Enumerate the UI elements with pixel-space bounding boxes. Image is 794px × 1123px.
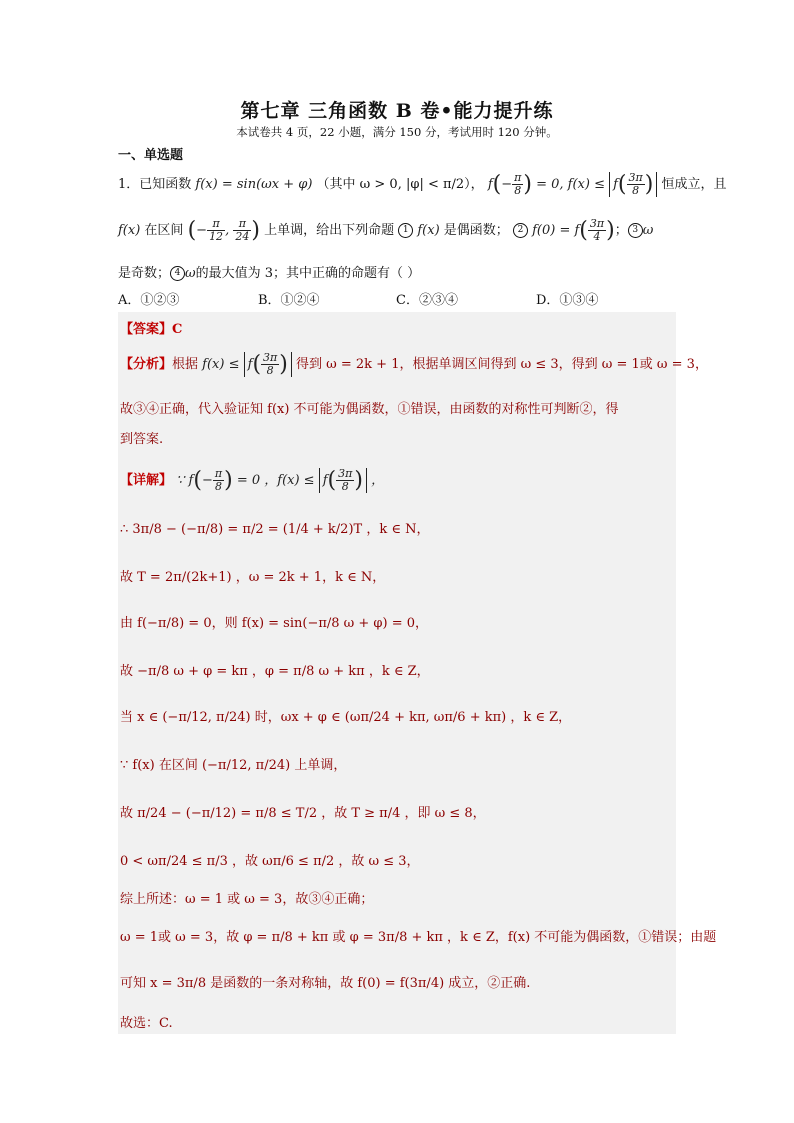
analysis-label: 【分析】 [120,357,173,372]
detail-line-5: 当 x ∈ (−π/12, π/24) 时，ωx + φ ∈ (ωπ/24 + kπ, ωπ/6 + kπ) ，k ∈ Z， [120,710,572,725]
detail-line-12: 故选：C. [120,1016,173,1031]
answer-line [120,318,182,337]
question-text-b: 上单调，给出下列命题 [264,223,395,238]
page-subtitle: 本试卷共 4 页，22 小题，满分 150 分，考试用时 120 分钟。 [236,125,558,139]
question-number: 1．已知函数 [118,177,192,192]
option-c[interactable]: C．②③④ [396,293,458,308]
detail-line-8: 0 < ωπ/24 ≤ π/3 ，故 ωπ/6 ≤ π/2 ，故 ω ≤ 3， [120,854,420,869]
analysis-line-1: 【分析】根据 f(x) ≤ f( $\frac{3\pi}{8}$ ) 得到 ω = 2k + 1，根据单调区间得到 ω ≤ 3，得到 ω = 1或 ω = 3， [120,351,708,377]
detail-line-7: 故 π/24 − (−π/12) = π/8 ≤ T/2 ，故 T ≥ π/4 ，即 ω ≤ 8， [120,806,486,821]
detail-line-2: 故 T = 2π/(2k+1) ，ω = 2k + 1，k ∈ N， [120,570,386,585]
detail-line-1: ∴ 3π/8 − (−π/8) = π/2 = (1/4 + k/2)T ，k ∈ N， [120,522,430,537]
function-definition: f(x) = sin(ωx + φ) [195,177,313,192]
detail-line-10: ω = 1或 ω = 3，故 φ = π/8 + kπ 或 φ = 3π/8 + kπ ，k ∈ Z，f(x) 不可能为偶函数，①错误；由题 [120,930,717,945]
detail-line-4: 故 −π/8 ω + φ = kπ ，φ = π/8 ω + kπ ，k ∈ Z， [120,664,430,679]
proposition-1: 是偶函数； [443,223,509,238]
analysis-line-3: 到答案. [120,432,164,447]
analysis-text-b: 得到 ω = 2k + 1，根据单调区间得到 ω ≤ 3，得到 ω = 1或 ω = 3， [296,357,708,372]
detail-line-6: ∵ f(x) 在区间 (−π/12, π/24) 上单调， [120,758,347,773]
condition-1: （其中 ω > 0, |φ| < π/2）， [316,177,484,192]
detail-label: 【详解】 [120,473,173,488]
question-line-1: 1．已知函数 f(x) = sin(ωx + φ) （其中 ω > 0, |φ| < π/2）， f(− $\frac{\pi}{8}$ ) = 0, f(x) ≤ f( $\frac{3\pi}{8}$ ) 恒成立，且 [118,171,727,197]
page-title: 第七章 三角函数 B 卷•能力提升练 [240,100,554,122]
detail-line-3: 由 f(−π/8) = 0，则 f(x) = sin(−π/8 ω + φ) = 0， [120,616,429,631]
proposition-3: 是奇数； [118,266,171,281]
question-line-2: f(x) 在区间 (− $\frac{\pi}{12}$ , $\frac{\pi}{24}$ ) 上单调，给出下列命题 1 f(x) 是偶函数； 2 f(0) = f( $\frac{3\pi}{4}$ )； 3 ω [118,217,654,243]
detail-line-11: 可知 x = 3π/8 是函数的一条对称轴，故 f(0) = f(3π/4) 成立，②正确. [120,976,531,991]
analysis-text-a: 根据 [172,357,199,372]
answer-value: C [172,322,183,337]
section-heading: 一、单选题 [118,148,184,163]
analysis-line-2: 故③④正确，代入验证知 f(x) 不可能为偶函数，①错误，由函数的对称性可判断②，得 [120,402,619,417]
answer-label: 【答案】 [120,322,173,337]
proposition-4: 的最大值为 3；其中正确的命题有（ ） [195,266,421,281]
condition-2: 恒成立，且 [661,177,727,192]
option-d[interactable]: D．①③④ [536,293,599,308]
detail-line-0: 【详解】 ∵ f(− $\frac{\pi}{8}$ ) = 0 ，f(x) ≤ f( $\frac{3\pi}{8}$ ) ， [120,467,385,493]
question-line-3: 是奇数； 4 ω的最大值为 3；其中正确的命题有（ ） [118,266,421,281]
option-a[interactable]: A．①②③ [118,293,180,308]
option-b[interactable]: B．①②④ [258,293,320,308]
detail-line-9: 综上所述：ω = 1 或 ω = 3，故③④正确； [120,892,374,907]
